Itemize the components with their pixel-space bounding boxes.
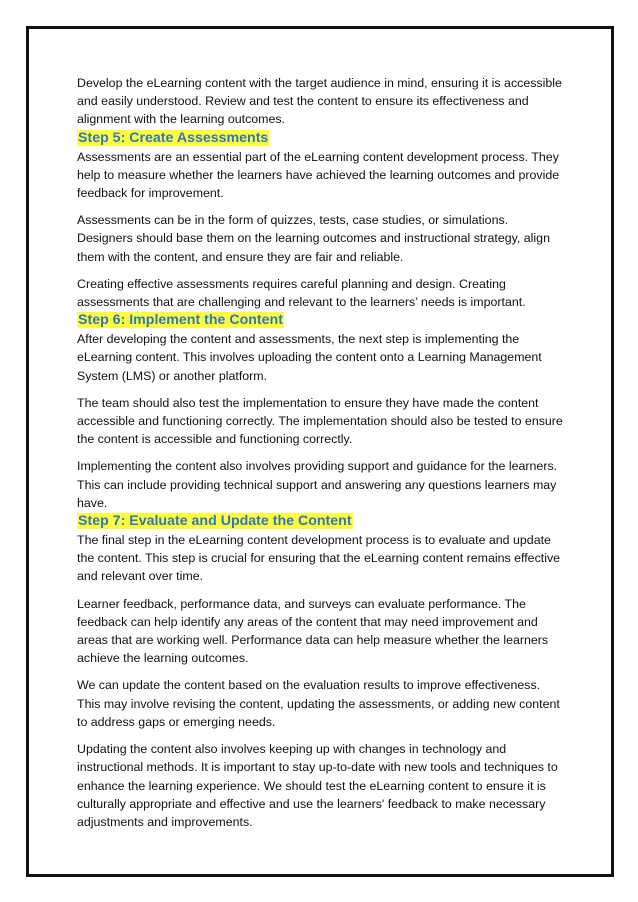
paragraph: We can update the content based on the evaluation results to improve effectiveness. This may involve revising the content, updating the assessments, or adding new content to address gaps or emerging needs. <box>77 678 560 729</box>
heading-highlight: Step 7: Evaluate and Update the Content <box>78 513 352 530</box>
paragraph: Updating the content also involves keeping up with changes in technology and instructional methods. It is important to stay up-to-date with new tools and techniques to enhance the learning experience. We should test the eLearning content to ensure it is culturally appropriate and effective and use the learners' feedback to make necessary adjustments and improvements. <box>77 742 558 829</box>
paragraph: After developing the content and assessments, the next step is implementing the eLearning content. This involves uploading the content onto a Learning Management System (LMS) or another platform. <box>77 332 542 383</box>
section-heading-step-5 <box>77 129 563 148</box>
section-heading-step-6 <box>77 311 563 330</box>
paragraph: Learner feedback, performance data, and surveys can evaluate performance. The feedback can help identify any areas of the content that may need improvement and areas that are working well. Performance data can help measure whether the learners achieve the learning outcomes. <box>77 596 549 666</box>
paragraph: The team should also test the implementation to ensure they have made the content accessible and functioning correctly. The implementation should also be tested to ensure the content is accessible and functioning correctly. <box>77 395 563 447</box>
paragraph: Implementing the content also involves providing support and guidance for the learners. This can include providing technical support and answering any questions learners may have. <box>77 459 558 510</box>
document-body <box>77 74 563 840</box>
paragraph: Assessments are an essential part of the eLearning content development process. They help to measure whether the learners have achieved the learning outcomes and provide feedback for improvement. <box>77 149 560 201</box>
heading-highlight: Step 6: Implement the Content <box>78 312 283 329</box>
section-heading-step-7 <box>77 512 563 531</box>
paragraph: Assessments can be in the form of quizzes, tests, case studies, or simulations. Designers should base them on the learning outcomes and instructional strategy, align them with the content, and ensure they are fair and reliable. <box>77 213 550 264</box>
paragraph: Creating effective assessments requires careful planning and design. Creating assessments that are challenging and relevant to the learners’ needs is important. <box>77 276 526 310</box>
heading-highlight: Step 5: Create Assessments <box>78 129 269 146</box>
paragraph: The final step in the eLearning content development process is to evaluate and update the content. This step is crucial for ensuring that the eLearning content remains effective and relevant over time. <box>77 533 561 584</box>
intro-paragraph: Develop the eLearning content with the target audience in mind, ensuring it is accessible and easily understood. Review and test the content to ensure its effectiveness and alignment with the learning outcomes. <box>77 76 562 127</box>
